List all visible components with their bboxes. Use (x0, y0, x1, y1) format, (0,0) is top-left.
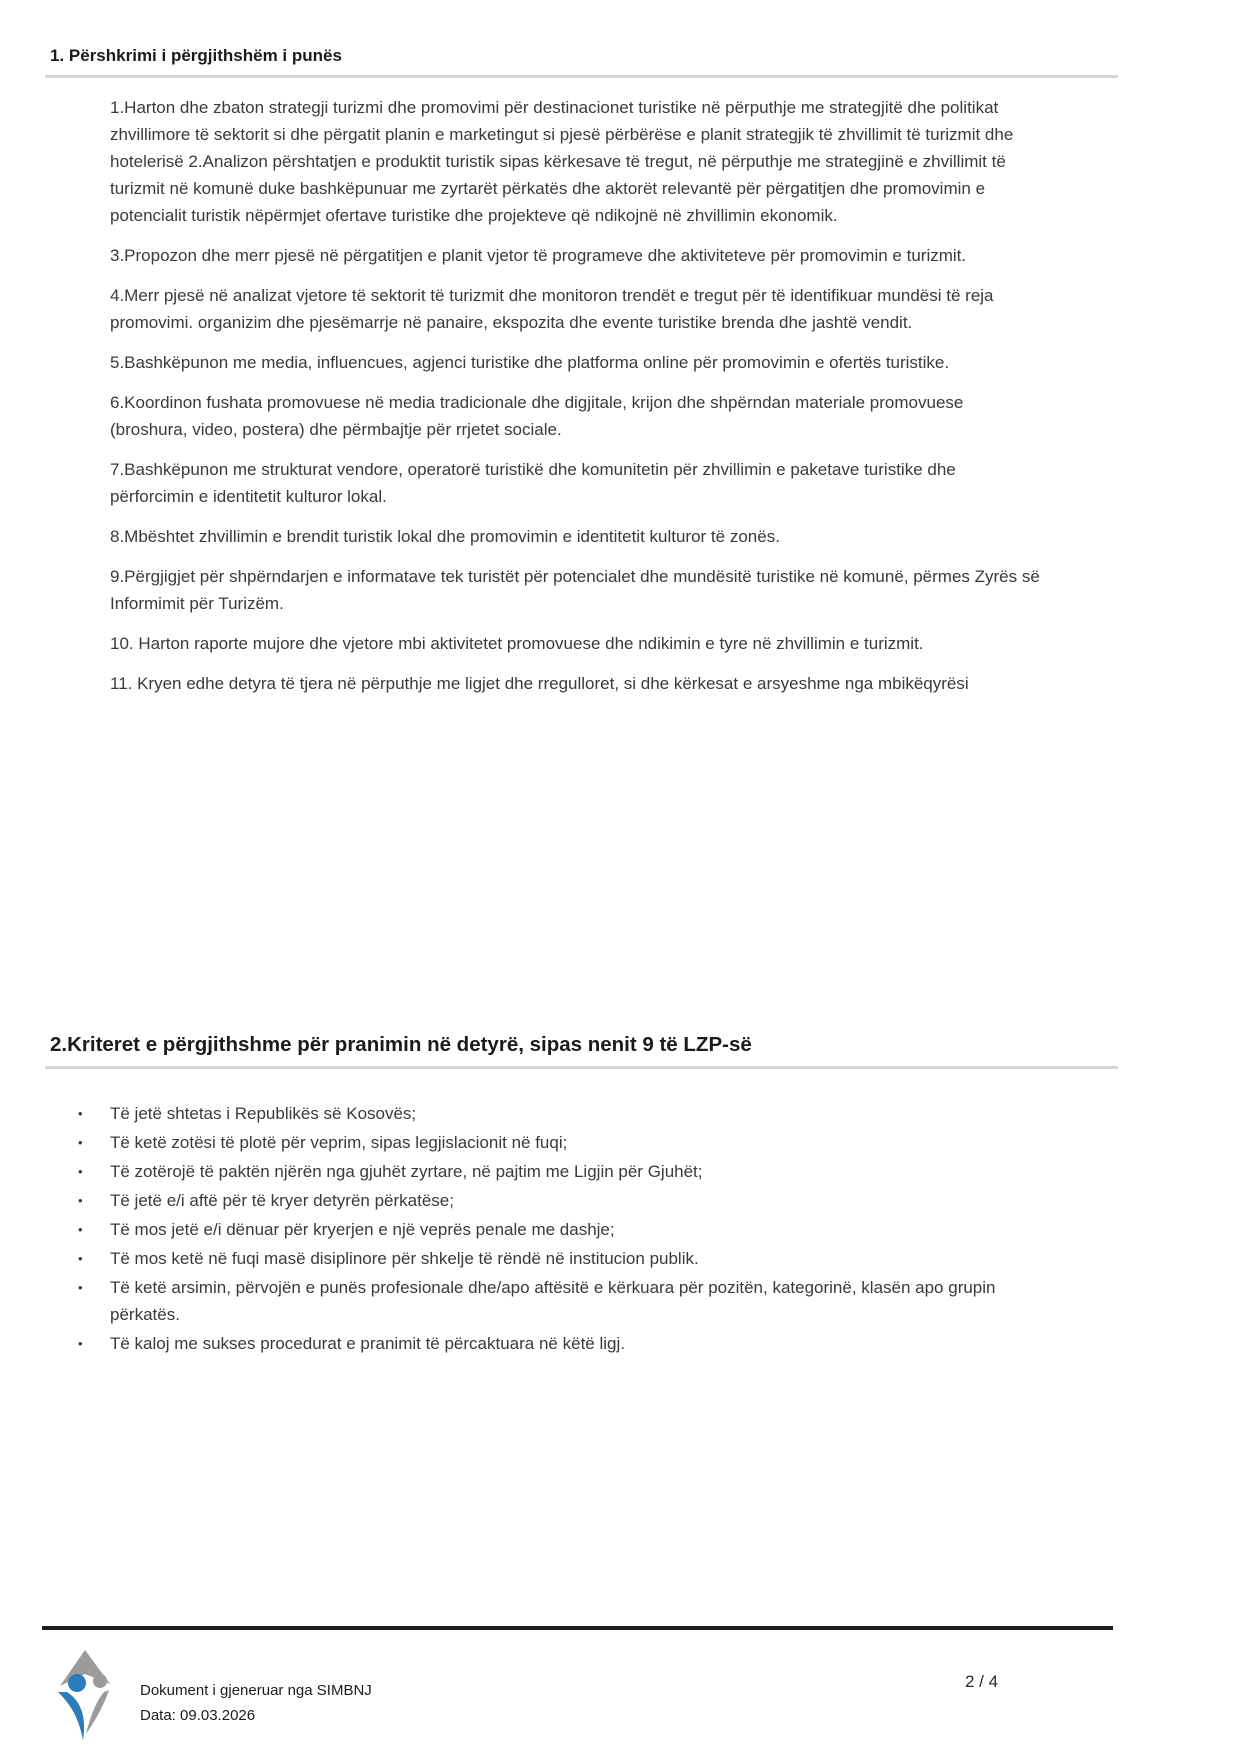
footer-generated-by: Dokument i gjeneruar nga SIMBNJ (140, 1682, 372, 1699)
criteria-item (78, 1187, 1038, 1214)
footer-info (140, 1678, 372, 1728)
bullet-icon: • (78, 1135, 83, 1150)
bullet-icon: • (78, 1251, 83, 1266)
criteria-item-text: Të mos ketë në fuqi masë disiplinore për shkelje të rëndë në institucion publik. (110, 1249, 699, 1268)
bullet-icon: • (78, 1222, 83, 1237)
criteria-item (78, 1129, 1038, 1156)
simbnj-logo-icon (52, 1650, 114, 1742)
criteria-item (78, 1216, 1038, 1243)
criteria-item (78, 1245, 1038, 1272)
bullet-icon: • (78, 1164, 83, 1179)
job-description-paragraph: 10. Harton raporte mujore dhe vjetore mbi aktivitetet promovuese dhe ndikimin e tyre në zhvillimin e turizmit. (110, 634, 924, 653)
criteria-item-text: Të mos jetë e/i dënuar për kryerjen e një veprës penale me dashje; (110, 1220, 615, 1239)
bullet-icon: • (78, 1280, 83, 1295)
criteria-item (78, 1100, 1038, 1127)
criteria-item-text: Të jetë shtetas i Republikës së Kosovës; (110, 1104, 417, 1123)
section-2-heading: 2.Kriteret e përgjithshme për pranimin në detyrë, sipas nenit 9 të LZP-së (45, 1033, 1118, 1069)
criteria-item-text: Të ketë zotësi të plotë për veprim, sipas legjislacionit në fuqi; (110, 1133, 568, 1152)
job-description-paragraph: 9.Përgjigjet për shpërndarjen e informatave tek turistët për potencialet dhe mundësitë turistike në komunë, përmes Zyrës së Informimit për Turizëm. (110, 567, 1040, 613)
bullet-icon: • (78, 1336, 83, 1351)
section-1-body (110, 94, 1040, 710)
criteria-item-text: Të jetë e/i aftë për të kryer detyrën përkatëse; (110, 1191, 454, 1210)
job-description-paragraph: 6.Koordinon fushata promovuese në media tradicionale dhe digjitale, krijon dhe shpërndan materiale promovuese (broshura, video, postera) dhe përmbajtje për rrjetet sociale. (110, 393, 964, 439)
job-description-paragraph: 8.Mbështet zhvillimin e brendit turistik lokal dhe promovimin e identitetit kulturor të zonës. (110, 527, 780, 546)
bullet-icon: • (78, 1193, 83, 1208)
job-description-paragraph: 4.Merr pjesë në analizat vjetore të sektorit të turizmit dhe monitoron trendët e tregut për të identifikuar mundësi të reja promovimi. organizim dhe pjesëmarrje në panaire, ekspozita dhe evente turistike brenda dhe jashtë vendit. (110, 286, 994, 332)
criteria-item-text: Të ketë arsimin, përvojën e punës profesionale dhe/apo aftësitë e kërkuara për pozitën, kategorinë, klasën apo grupin përkatës. (110, 1278, 996, 1324)
section-1-heading: 1. Përshkrimi i përgjithshëm i punës (45, 46, 1118, 78)
criteria-item-text: Të zotërojë të paktën njërën nga gjuhët zyrtare, në pajtim me Ligjin për Gjuhët; (110, 1162, 703, 1181)
job-description-paragraph: 5.Bashkëpunon me media, influencues, agjenci turistike dhe platforma online për promovimin e ofertës turistike. (110, 353, 950, 372)
criteria-item (78, 1158, 1038, 1185)
criteria-list (78, 1100, 1038, 1359)
job-description-paragraph: 11. Kryen edhe detyra të tjera në përputhje me ligjet dhe rregulloret, si dhe kërkesat e arsyeshme nga mbikëqyrësi (110, 674, 969, 693)
page-number: 2 / 4 (965, 1672, 999, 1691)
criteria-item-text: Të kaloj me sukses procedurat e pranimit të përcaktuara në këtë ligj. (110, 1334, 625, 1353)
job-description-paragraph: 3.Propozon dhe merr pjesë në përgatitjen e planit vjetor të programeve dhe aktiviteteve për promovimin e turizmit. (110, 246, 967, 265)
job-description-paragraph: 1.Harton dhe zbaton strategji turizmi dhe promovimi për destinacionet turistike në përputhje me strategjitë dhe politikat zhvillimore të sektorit si dhe përgatit planin e marketingut si pjesë përbërëse e planit strategjik të zhvillimit të turizmit dhe hotelerisë 2.Analizon përshtatjen e produktit turistik sipas kërkesave të tregut, në përputhje me strategjinë e zhvillimit të turizmit në komunë duke bashkëpunuar me zyrtarët përkatës dhe aktorët relevantë për përgatitjen dhe promovimin e potencialit turistik nëpërmjet ofertave turistike dhe projekteve që ndikojnë në zhvillimin ekonomik. (110, 98, 1014, 225)
bullet-icon: • (78, 1106, 83, 1121)
footer-date: Data: 09.03.2026 (140, 1707, 256, 1724)
criteria-item (78, 1330, 1038, 1357)
job-description-paragraph: 7.Bashkëpunon me strukturat vendore, operatorë turistikë dhe komunitetin për zhvillimin e paketave turistike dhe përforcimin e identitetit kulturor lokal. (110, 460, 956, 506)
criteria-item (78, 1274, 1038, 1328)
footer-divider (42, 1626, 1113, 1630)
